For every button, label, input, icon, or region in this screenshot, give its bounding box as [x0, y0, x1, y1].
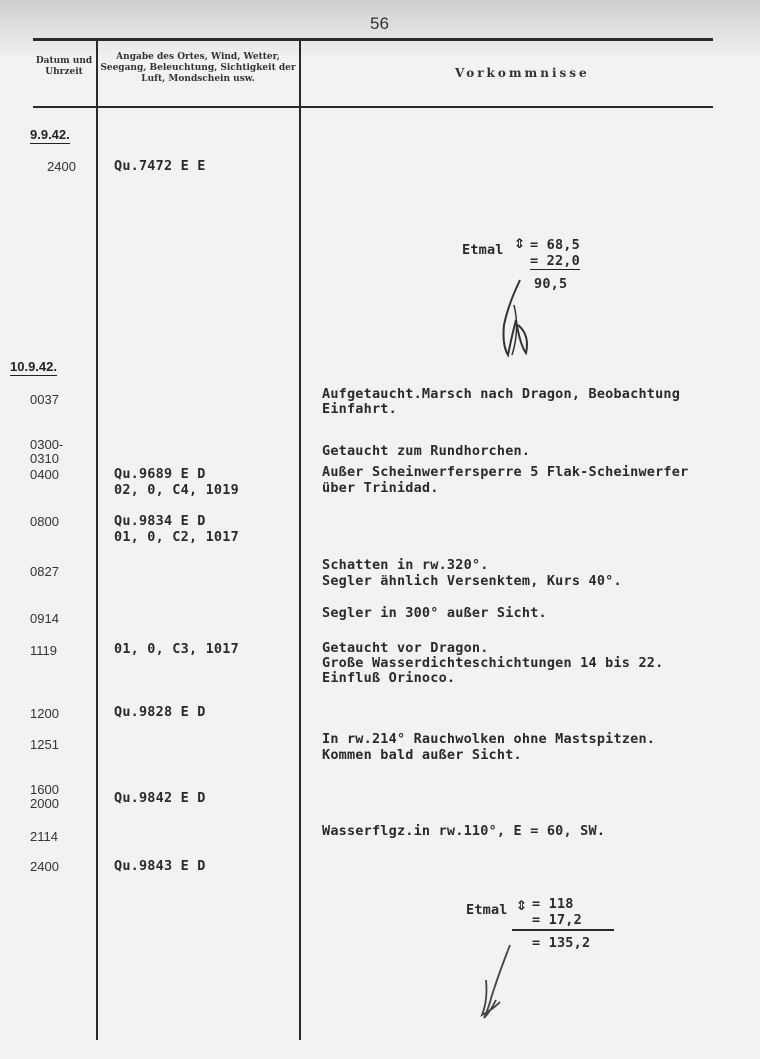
etmal-value-1: = 118 — [532, 896, 574, 912]
updown-arrow-icon: ⇕ — [514, 232, 526, 253]
column-divider-1 — [96, 40, 98, 1040]
place-cell: 01, 0, C2, 1017 — [114, 529, 239, 545]
etmal-value-2: = 22,0 — [530, 253, 580, 269]
signature-1 — [490, 275, 550, 365]
etmal-total: = 135,2 — [532, 935, 591, 951]
etmal-label: Etmal — [466, 902, 508, 918]
etmal-label: Etmal — [462, 242, 504, 258]
time-cell: 0400 — [30, 467, 59, 482]
event-cell: Kommen bald außer Sicht. — [322, 747, 522, 763]
time-cell: 0300- — [30, 437, 64, 452]
updown-arrow-icon: ⇕ — [516, 894, 528, 915]
event-cell: In rw.214° Rauchwolken ohne Mastspitzen. — [322, 731, 656, 747]
time-cell: 1119 — [30, 643, 57, 658]
event-cell: Getaucht vor Dragon. — [322, 640, 489, 656]
event-cell: Segler ähnlich Versenktem, Kurs 40°. — [322, 573, 622, 589]
event-cell: Schatten in rw.320°. — [322, 557, 489, 573]
time-cell: 1600 — [30, 782, 59, 797]
place-cell: Qu.9834 E D — [114, 513, 206, 529]
event-cell: Große Wasserdichteschichtungen 14 bis 22. — [322, 655, 664, 671]
event-cell: Einfahrt. — [322, 401, 397, 417]
date-day2: 10.9.42. — [10, 359, 57, 374]
time-cell: 0827 — [30, 564, 59, 579]
column-divider-2 — [299, 40, 301, 1040]
date-day1: 9.9.42. — [30, 127, 70, 142]
time-cell: 2000 — [30, 796, 59, 811]
event-cell: Wasserflgz.in rw.110°, E = 60, SW. — [322, 823, 606, 839]
time-cell: 2114 — [30, 829, 58, 844]
signature-2 — [470, 940, 530, 1025]
event-cell: Segler in 300° außer Sicht. — [322, 605, 547, 621]
time-cell: 1251 — [30, 737, 59, 752]
place-cell: Qu.9843 E D — [114, 858, 206, 874]
place-cell: 01, 0, C3, 1017 — [114, 641, 239, 657]
event-cell: Getaucht zum Rundhorchen. — [322, 443, 531, 459]
etmal-value-1: = 68,5 — [530, 237, 580, 253]
time-cell: 0037 — [30, 392, 59, 407]
time-cell: 1200 — [30, 706, 59, 721]
header-col-ort: Angabe des Ortes, Wind, Wetter, Seegang, Beleuchtung, Sichtigkeit der Luft, Mondschein usw. — [100, 52, 296, 84]
header-bottom-rule — [33, 106, 713, 108]
page-number: 56 — [370, 14, 389, 33]
place-cell: Qu.7472 E E — [114, 158, 206, 174]
etmal-value-2: = 17,2 — [532, 912, 582, 928]
place-cell: 02, 0, C4, 1019 — [114, 482, 239, 498]
header-col-vorkommnisse: Vorkommnisse — [455, 66, 590, 80]
time-cell: 0914 — [30, 611, 59, 626]
event-cell: Einfluß Orinoco. — [322, 670, 456, 686]
place-cell: Qu.9689 E D — [114, 466, 206, 482]
time-cell: 2400 — [47, 159, 76, 174]
header-top-rule — [33, 38, 713, 41]
time-cell: 0800 — [30, 514, 59, 529]
etmal-total: 90,5 — [534, 276, 568, 292]
place-cell: Qu.9828 E D — [114, 704, 206, 720]
event-cell: Aufgetaucht.Marsch nach Dragon, Beobachtung — [322, 386, 681, 402]
place-cell: Qu.9842 E D — [114, 790, 206, 806]
header-col-datum: Datum und Uhrzeit — [35, 56, 93, 77]
time-cell: 2400 — [30, 859, 59, 874]
time-cell: 0310 — [30, 451, 59, 466]
event-cell: Außer Scheinwerfersperre 5 Flak-Scheinwerfer — [322, 464, 689, 480]
event-cell: über Trinidad. — [322, 480, 439, 496]
sum-rule — [512, 929, 614, 931]
